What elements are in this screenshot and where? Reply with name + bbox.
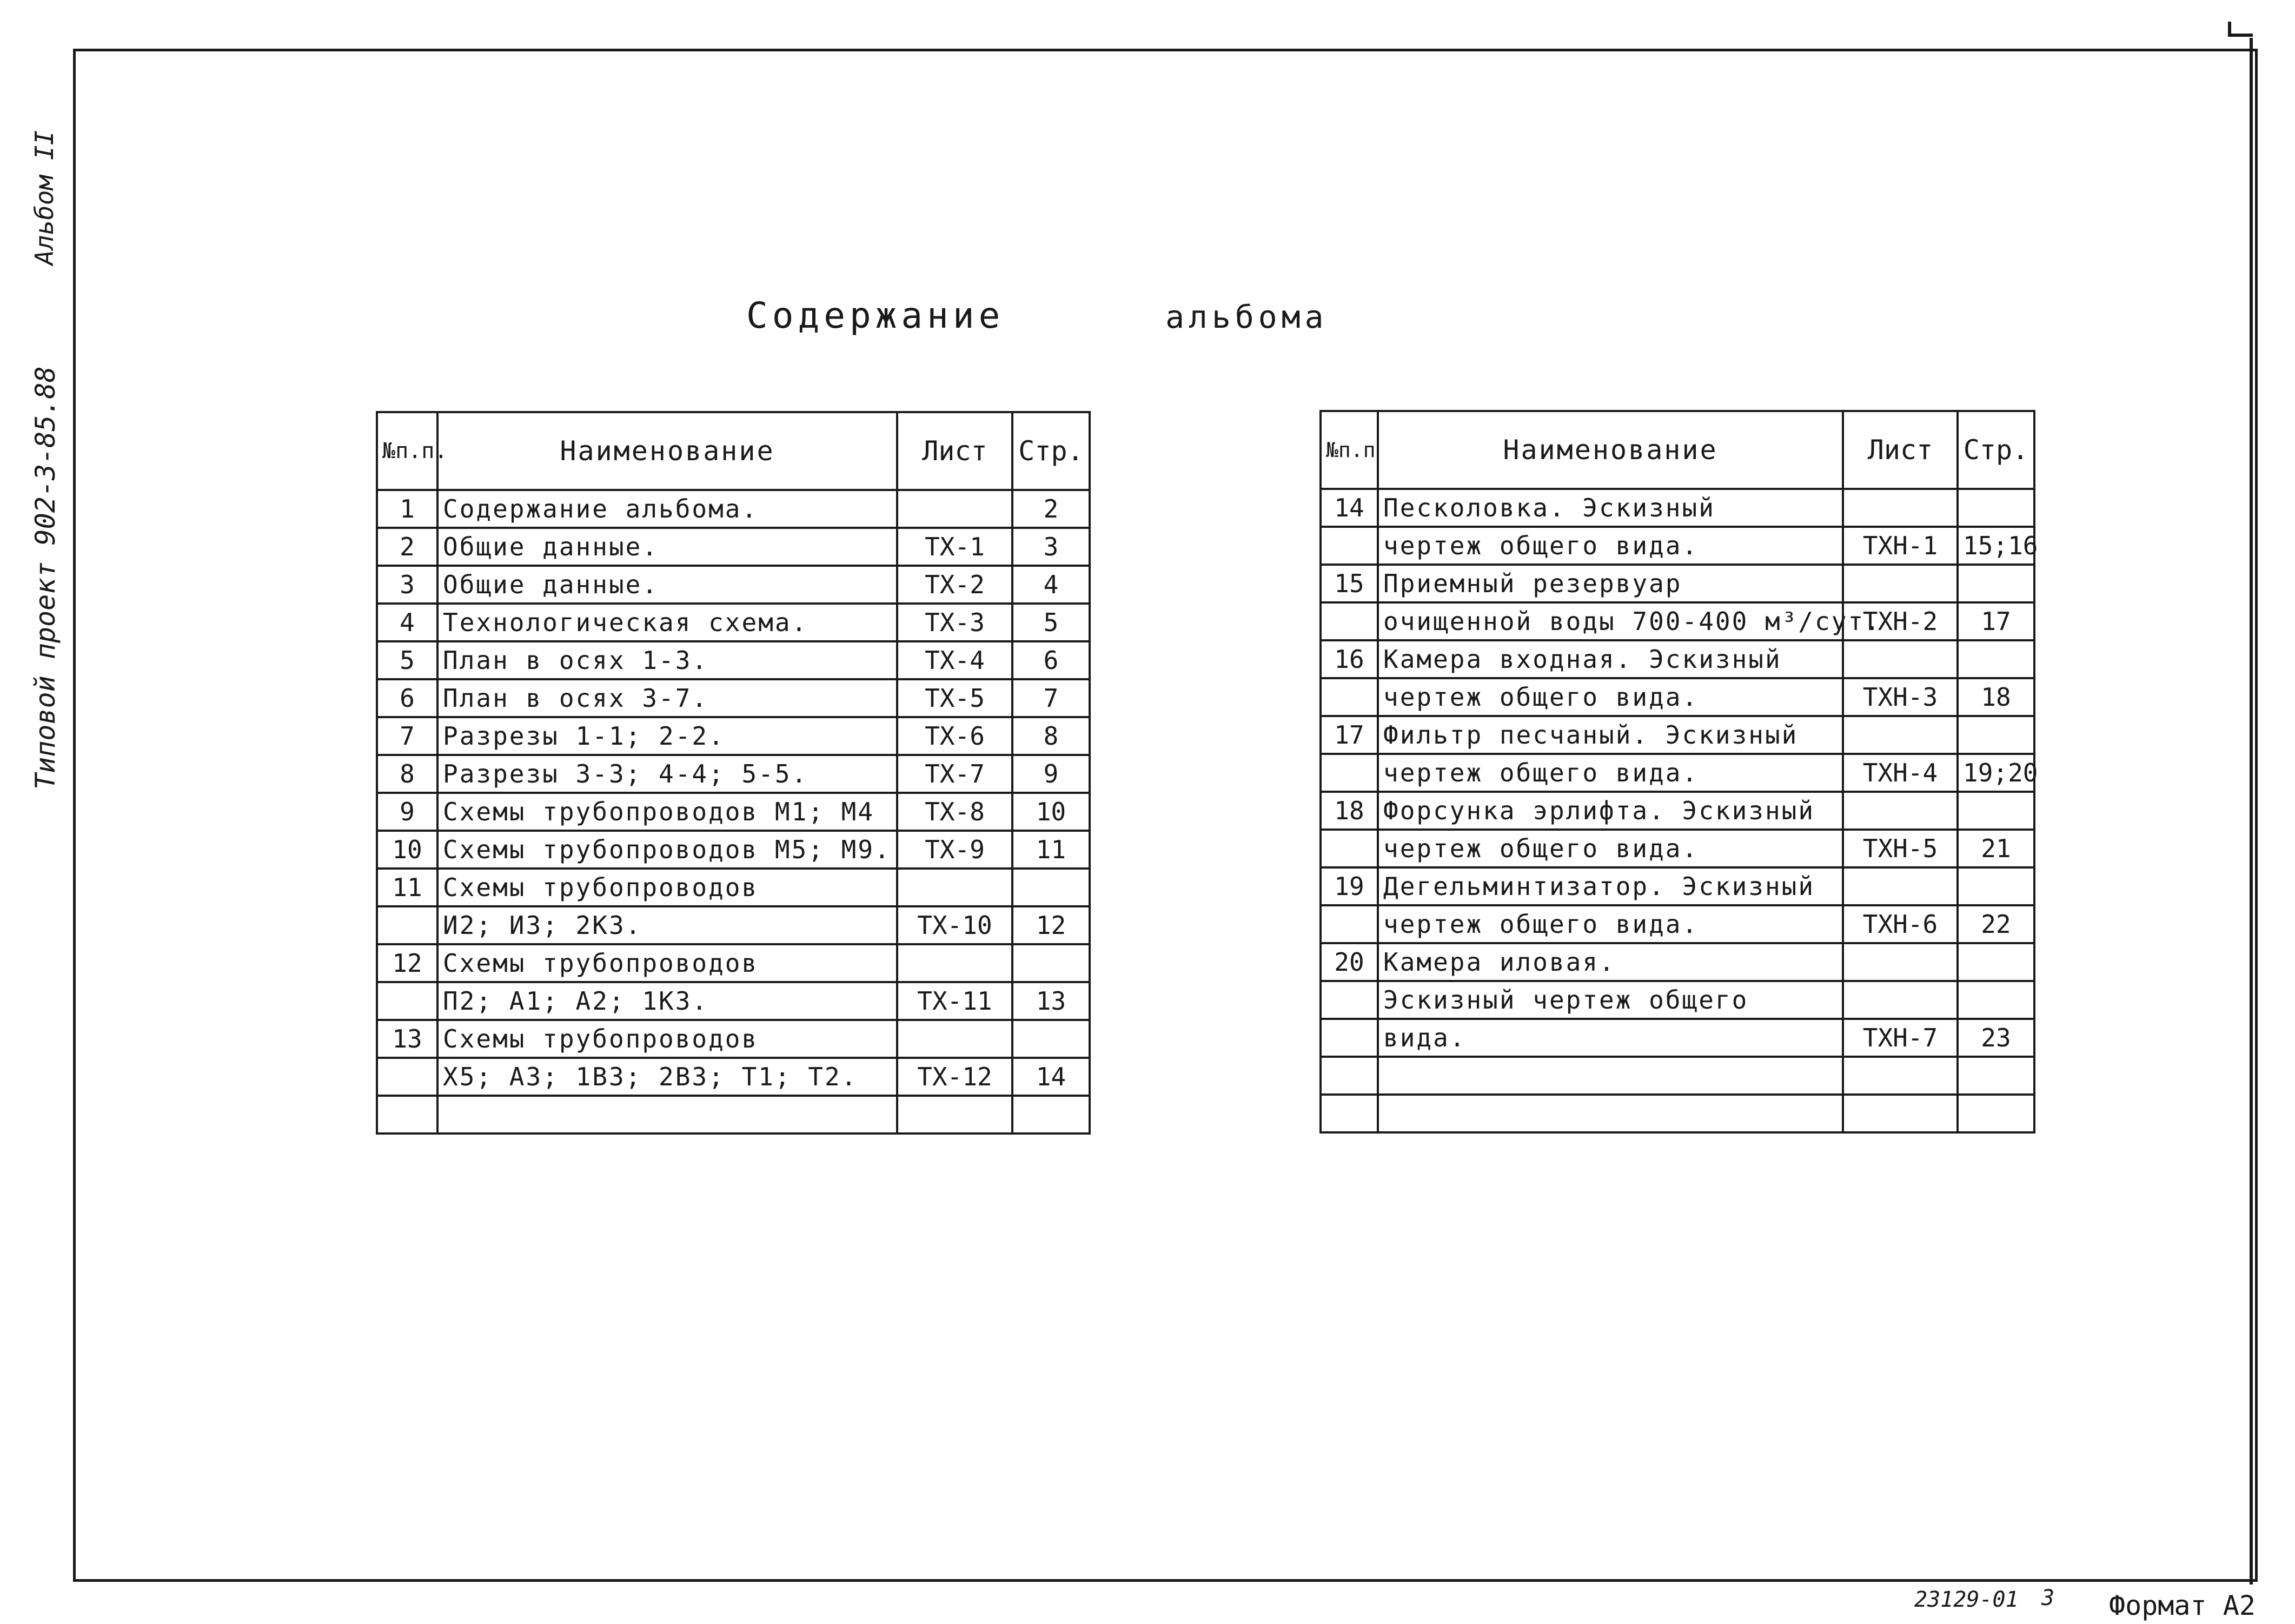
- header-name: Наименование: [1378, 411, 1843, 489]
- row-name: Разрезы 1-1; 2-2.: [437, 717, 897, 755]
- row-number: 13: [377, 1020, 437, 1058]
- table-row: [377, 1096, 1090, 1134]
- table-row: [377, 793, 1090, 831]
- row-page: [1958, 943, 2034, 981]
- row-page: [1958, 1095, 2034, 1132]
- table-row: [377, 717, 1090, 755]
- row-number: 1: [377, 490, 437, 528]
- row-name: Эскизный чертеж общего: [1378, 981, 1843, 1019]
- row-name: План в осях 1-3.: [437, 641, 897, 679]
- row-sheet: ТХН-3: [1843, 678, 1958, 716]
- row-name: чертеж общего вида.: [1378, 905, 1843, 943]
- row-number: 18: [1321, 792, 1378, 830]
- row-number: 6: [377, 679, 437, 717]
- header-num: №п.п.: [377, 412, 437, 490]
- header-page: Стр.: [1958, 411, 2034, 489]
- table-row: [377, 755, 1090, 793]
- row-number: 16: [1321, 640, 1378, 678]
- row-sheet: [897, 1020, 1012, 1058]
- row-sheet: [897, 1096, 1012, 1134]
- row-sheet: [1843, 1095, 1958, 1132]
- project-label: Типовой проект 902-3-85.88: [30, 366, 61, 790]
- row-name: План в осях 3-7.: [437, 679, 897, 717]
- row-page: 23: [1958, 1019, 2034, 1057]
- row-name: Схемы трубопроводов М5; М9.: [437, 831, 897, 869]
- title-word-2: альбома: [1165, 299, 1328, 335]
- row-sheet: ТХН-5: [1843, 830, 1958, 867]
- row-page: [1012, 869, 1090, 906]
- row-page: 17: [1958, 602, 2034, 640]
- table-row: [377, 869, 1090, 906]
- row-page: 13: [1012, 982, 1090, 1020]
- row-sheet: [1843, 716, 1958, 754]
- table-row: [1321, 1019, 2034, 1057]
- row-sheet: [897, 869, 1012, 906]
- row-name: И2; И3; 2К3.: [437, 906, 897, 944]
- table-row: [377, 944, 1090, 982]
- row-number: 4: [377, 604, 437, 641]
- row-number: 15: [1321, 565, 1378, 602]
- table-row: [377, 679, 1090, 717]
- row-name: Камера иловая.: [1378, 943, 1843, 981]
- row-sheet: [1843, 565, 1958, 602]
- row-page: 11: [1012, 831, 1090, 869]
- row-page: 10: [1012, 793, 1090, 831]
- row-page: [1958, 716, 2034, 754]
- corner-tick-vertical: [2228, 22, 2231, 37]
- row-number: [1321, 1095, 1378, 1132]
- table-row: [377, 982, 1090, 1020]
- row-number: 12: [377, 944, 437, 982]
- row-page: 8: [1012, 717, 1090, 755]
- row-page: 6: [1012, 641, 1090, 679]
- row-name: Дегельминтизатор. Эскизный: [1378, 867, 1843, 905]
- row-name: чертеж общего вида.: [1378, 754, 1843, 792]
- table-row: [1321, 527, 2034, 565]
- row-page: [1958, 792, 2034, 830]
- row-name: Содержание альбома.: [437, 490, 897, 528]
- row-name: [437, 1096, 897, 1134]
- table-row: [1321, 867, 2034, 905]
- row-page: 2: [1012, 490, 1090, 528]
- corner-tick: [2228, 34, 2253, 37]
- row-name: Х5; А3; 1В3; 2В3; Т1; Т2.: [437, 1058, 897, 1096]
- row-number: 9: [377, 793, 437, 831]
- row-page: [1958, 867, 2034, 905]
- row-name: [1378, 1095, 1843, 1132]
- row-name: чертеж общего вида.: [1378, 527, 1843, 565]
- row-sheet: ТХ-11: [897, 982, 1012, 1020]
- row-sheet: ТХ-8: [897, 793, 1012, 831]
- row-sheet: [1843, 867, 1958, 905]
- toc-table-right: [1319, 410, 2038, 1134]
- table-row: [1321, 905, 2034, 943]
- row-page: [1958, 565, 2034, 602]
- row-name: Схемы трубопроводов: [437, 944, 897, 982]
- row-name: чертеж общего вида.: [1378, 830, 1843, 867]
- table-header-row: [1321, 411, 2034, 489]
- row-page: [1958, 489, 2034, 527]
- row-number: 20: [1321, 943, 1378, 981]
- row-number: 14: [1321, 489, 1378, 527]
- row-name: Камера входная. Эскизный: [1378, 640, 1843, 678]
- row-sheet: ТХН-6: [1843, 905, 1958, 943]
- row-sheet: ТХН-2: [1843, 602, 1958, 640]
- row-sheet: ТХ-4: [897, 641, 1012, 679]
- row-sheet: ТХН-7: [1843, 1019, 1958, 1057]
- table-row: [1321, 754, 2034, 792]
- table-row: [1321, 678, 2034, 716]
- row-number: [1321, 905, 1378, 943]
- row-name: Общие данные.: [437, 528, 897, 566]
- row-sheet: [1843, 1057, 1958, 1095]
- row-number: [377, 1058, 437, 1096]
- toc-table-left: [376, 411, 1091, 1135]
- row-sheet: ТХН-1: [1843, 527, 1958, 565]
- table-row: [377, 1058, 1090, 1096]
- row-sheet: ТХ-1: [897, 528, 1012, 566]
- row-name: Форсунка эрлифта. Эскизный: [1378, 792, 1843, 830]
- row-number: [1321, 602, 1378, 640]
- row-page: 14: [1012, 1058, 1090, 1096]
- title-word-1: Содержание: [746, 295, 1005, 336]
- row-number: [1321, 678, 1378, 716]
- paper-format: Формат А2: [2109, 1590, 2256, 1621]
- sheet-number: 3: [2041, 1586, 2055, 1610]
- row-sheet: [1843, 943, 1958, 981]
- toc-body-right: [1321, 489, 2038, 1132]
- table-row: [377, 831, 1090, 869]
- row-number: [377, 906, 437, 944]
- table-row: [1321, 716, 2034, 754]
- row-page: [1012, 944, 1090, 982]
- row-sheet: [1843, 489, 1958, 527]
- row-sheet: [1843, 792, 1958, 830]
- row-name: Схемы трубопроводов М1; М4: [437, 793, 897, 831]
- row-number: [1321, 981, 1378, 1019]
- row-number: [377, 1096, 437, 1134]
- table-row: [377, 906, 1090, 944]
- table-row: [1321, 1095, 2034, 1132]
- row-sheet: ТХ-2: [897, 566, 1012, 604]
- table-header-row: [377, 412, 1090, 490]
- row-number: [1321, 527, 1378, 565]
- row-page: [1958, 1057, 2034, 1095]
- row-number: 5: [377, 641, 437, 679]
- row-name: [1378, 1057, 1843, 1095]
- row-sheet: [1843, 640, 1958, 678]
- row-sheet: [1843, 981, 1958, 1019]
- row-page: [1012, 1096, 1090, 1134]
- table-row: [1321, 602, 2034, 640]
- row-name: Разрезы 3-3; 4-4; 5-5.: [437, 755, 897, 793]
- row-number: 17: [1321, 716, 1378, 754]
- row-page: 9: [1012, 755, 1090, 793]
- row-name: вида.: [1378, 1019, 1843, 1057]
- row-name: Технологическая схема.: [437, 604, 897, 641]
- row-number: 8: [377, 755, 437, 793]
- toc-body-left: [377, 490, 1090, 1134]
- header-sheet: Лист: [897, 412, 1012, 490]
- row-sheet: ТХ-10: [897, 906, 1012, 944]
- page-title: [746, 295, 1328, 336]
- row-name: Схемы трубопроводов: [437, 1020, 897, 1058]
- table-row: [1321, 1057, 2034, 1095]
- row-number: [1321, 754, 1378, 792]
- row-sheet: [897, 944, 1012, 982]
- table-row: [1321, 565, 2034, 602]
- row-number: 19: [1321, 867, 1378, 905]
- table-row: [1321, 943, 2034, 981]
- row-name: Приемный резервуар: [1378, 565, 1843, 602]
- row-number: [1321, 830, 1378, 867]
- row-sheet: ТХ-3: [897, 604, 1012, 641]
- table-row: [1321, 489, 2034, 527]
- row-number: [377, 982, 437, 1020]
- row-page: [1958, 981, 2034, 1019]
- table-row: [1321, 640, 2034, 678]
- table-row: [1321, 792, 2034, 830]
- row-sheet: [897, 490, 1012, 528]
- row-page: 5: [1012, 604, 1090, 641]
- row-page: 7: [1012, 679, 1090, 717]
- row-number: 3: [377, 566, 437, 604]
- row-page: 18: [1958, 678, 2034, 716]
- row-page: 22: [1958, 905, 2034, 943]
- row-number: [1321, 1057, 1378, 1095]
- binding-edge: [2250, 38, 2253, 1585]
- row-page: 4: [1012, 566, 1090, 604]
- table-row: [377, 641, 1090, 679]
- row-page: 3: [1012, 528, 1090, 566]
- row-sheet: ТХ-9: [897, 831, 1012, 869]
- header-num: №п.п: [1321, 411, 1378, 489]
- row-number: 10: [377, 831, 437, 869]
- row-number: 7: [377, 717, 437, 755]
- row-page: 12: [1012, 906, 1090, 944]
- row-name: очищенной воды 700-400 м³/сут.: [1378, 602, 1843, 640]
- header-name: Наименование: [437, 412, 897, 490]
- row-name: Общие данные.: [437, 566, 897, 604]
- table-row: [377, 604, 1090, 641]
- table-row: [377, 490, 1090, 528]
- table-row: [377, 566, 1090, 604]
- row-sheet: ТХ-12: [897, 1058, 1012, 1096]
- row-sheet: ТХ-5: [897, 679, 1012, 717]
- row-name: Песколовка. Эскизный: [1378, 489, 1843, 527]
- row-page: 19;20: [1958, 754, 2034, 792]
- row-page: [1012, 1020, 1090, 1058]
- album-label: Альбом II: [30, 130, 59, 265]
- table-row: [1321, 981, 2034, 1019]
- table-row: [377, 1020, 1090, 1058]
- header-page: Стр.: [1012, 412, 1090, 490]
- row-name: Схемы трубопроводов: [437, 869, 897, 906]
- row-name: чертеж общего вида.: [1378, 678, 1843, 716]
- document-stamp: 23129-01: [1914, 1587, 2019, 1612]
- row-number: 2: [377, 528, 437, 566]
- row-number: 11: [377, 869, 437, 906]
- row-name: Фильтр песчаный. Эскизный: [1378, 716, 1843, 754]
- row-page: [1958, 640, 2034, 678]
- row-name: П2; А1; А2; 1К3.: [437, 982, 897, 1020]
- table-row: [377, 528, 1090, 566]
- header-sheet: Лист: [1843, 411, 1958, 489]
- row-sheet: ТХ-7: [897, 755, 1012, 793]
- row-number: [1321, 1019, 1378, 1057]
- row-sheet: ТХ-6: [897, 717, 1012, 755]
- row-page: 21: [1958, 830, 2034, 867]
- row-page: 15;16: [1958, 527, 2034, 565]
- table-row: [1321, 830, 2034, 867]
- row-sheet: ТХН-4: [1843, 754, 1958, 792]
